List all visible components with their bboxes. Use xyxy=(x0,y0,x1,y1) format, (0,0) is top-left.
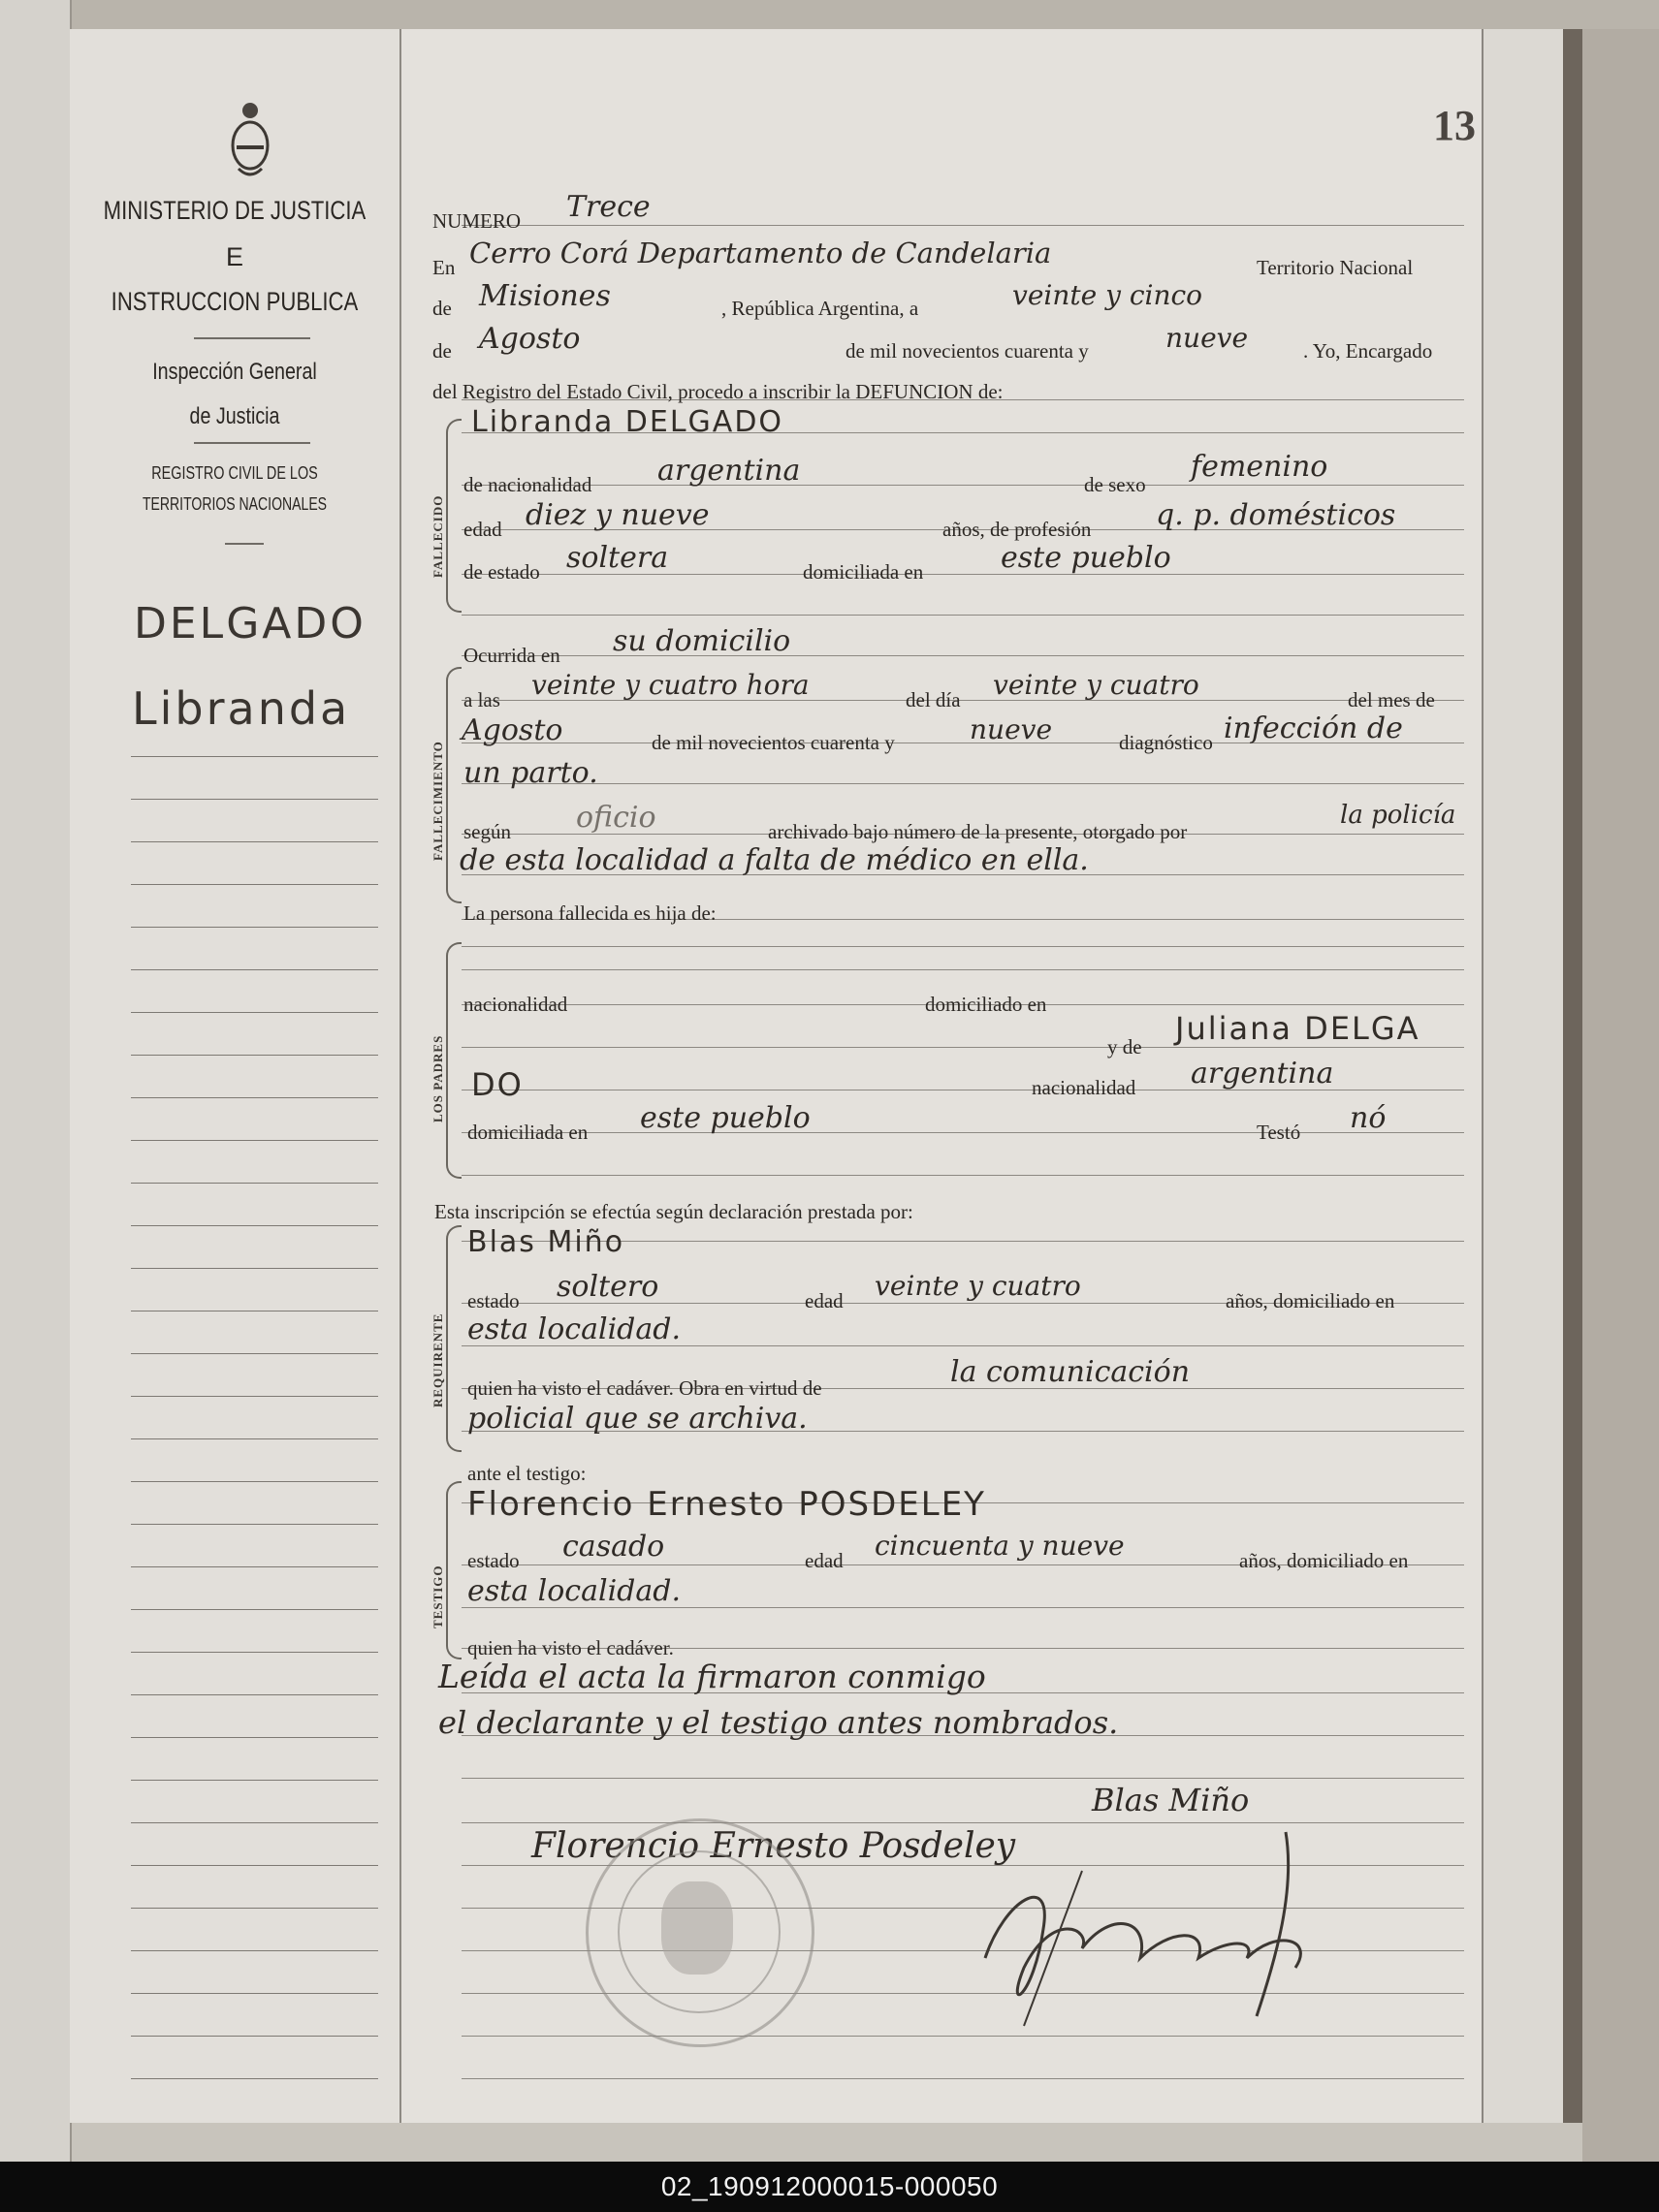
anio-label: de mil novecientos cuarenta y xyxy=(652,731,895,754)
padre-nacionalidad-label: nacionalidad xyxy=(463,993,568,1016)
form-rule xyxy=(462,1047,1464,1048)
previous-page-edge xyxy=(0,0,72,2162)
segun-label: según xyxy=(463,820,511,843)
estado-value: soltera xyxy=(566,541,669,575)
registry-stamp xyxy=(586,1818,814,2047)
year-label: de mil novecientos cuarenta y xyxy=(845,339,1089,363)
domiciliada-label: domiciliada en xyxy=(803,560,924,584)
left-margin-column xyxy=(70,29,402,2123)
testo-value: nó xyxy=(1350,1101,1387,1135)
margin-rule xyxy=(131,1524,378,1525)
tes-estado-label: estado xyxy=(467,1549,520,1572)
deceased-name: Libranda DELGADO xyxy=(471,405,784,439)
side-label-requirente: REQUIRENTE xyxy=(431,1312,445,1407)
book-edge xyxy=(1563,29,1582,2123)
diagnostico-value-2: un parto. xyxy=(463,756,598,790)
signature-florencio: Florencio Ernesto Posdeley xyxy=(531,1826,1016,1866)
fallecido-brace xyxy=(446,419,462,613)
cadaver-label: quien ha visto el cadáver. Obra en virtud de xyxy=(467,1376,822,1400)
req-estado-label: estado xyxy=(467,1289,520,1312)
margin-rule xyxy=(131,756,378,757)
form-rule xyxy=(462,946,1464,947)
inspection-line-2: de Justicia xyxy=(189,403,280,429)
form-rule xyxy=(462,969,1464,970)
sexo-value: femenino xyxy=(1191,450,1328,484)
registry-line-2: TERRITORIOS NACIONALES xyxy=(142,494,328,514)
republica-label: , República Argentina, a xyxy=(721,297,919,320)
form-rule xyxy=(462,783,1464,784)
tes-domicilio-label: años, domiciliado en xyxy=(1239,1549,1409,1572)
otorgado-value-2: de esta localidad a falta de médico en ella. xyxy=(460,843,1089,877)
margin-rule xyxy=(131,1012,378,1013)
diagnostico-value-1: infección de xyxy=(1224,711,1403,745)
dia-label: del día xyxy=(906,688,961,711)
margin-rule xyxy=(131,1566,378,1567)
margin-rule xyxy=(131,1183,378,1184)
ocurrida-label: Ocurrida en xyxy=(463,644,560,667)
requirente-brace xyxy=(446,1225,462,1452)
margin-rule xyxy=(131,1055,378,1056)
tes-edad-value: cincuenta y nueve xyxy=(875,1530,1125,1562)
nacionalidad-value: argentina xyxy=(657,454,801,488)
form-rule xyxy=(462,1132,1464,1133)
testigo-name: Florencio Ernesto POSDELEY xyxy=(467,1485,986,1524)
de-label-2: de xyxy=(432,339,452,363)
header-divider xyxy=(194,442,310,444)
margin-rule xyxy=(131,2078,378,2079)
ministry-line-1: MINISTERIO DE JUSTICIA xyxy=(103,196,367,225)
margin-rule xyxy=(131,1950,378,1951)
registry-line-1: REGISTRO CIVIL DE LOS xyxy=(151,463,318,483)
closing-line-1: Leída el acta la firmaron conmigo xyxy=(438,1658,986,1695)
closing-line-2: el declarante y el testigo antes nombrados. xyxy=(438,1704,1119,1741)
margin-rule xyxy=(131,1353,378,1354)
ministry-line-3: INSTRUCCION PUBLICA xyxy=(111,287,359,316)
margin-rule xyxy=(131,927,378,928)
madre-nacionalidad-value: argentina xyxy=(1191,1057,1334,1090)
hijo-label: La persona fallecida es hija de: xyxy=(463,901,717,925)
tes-estado-value: casado xyxy=(562,1530,665,1564)
inspection-line-1: Inspección General xyxy=(152,359,317,385)
sexo-label: de sexo xyxy=(1084,473,1146,496)
given-name-handwritten: Libranda xyxy=(132,682,351,735)
margin-rule xyxy=(131,1694,378,1695)
margin-rule xyxy=(131,884,378,885)
margin-rule xyxy=(131,1268,378,1269)
madre-value-1: Juliana DELGA xyxy=(1175,1010,1420,1047)
margin-rule xyxy=(131,1140,378,1141)
archivado-label: archivado bajo número de la presente, otorgado por xyxy=(768,820,1188,843)
anio-value: nueve xyxy=(970,713,1053,745)
declarante-name: Blas Miño xyxy=(467,1225,625,1259)
surname-handwritten: DELGADO xyxy=(134,599,367,648)
tes-domicilio-value: esta localidad. xyxy=(467,1574,681,1608)
scan-right-border xyxy=(1582,29,1659,2162)
side-label-padres: LOS PADRES xyxy=(431,1034,445,1122)
mes-value: Agosto xyxy=(462,713,563,747)
obra-value-2: policial que se archiva. xyxy=(467,1402,808,1436)
day-value: veinte y cinco xyxy=(1012,279,1203,311)
profesion-label: años, de profesión xyxy=(942,518,1092,541)
testigo-label: ante el testigo: xyxy=(467,1462,587,1485)
form-rule xyxy=(462,225,1464,226)
estado-label: de estado xyxy=(463,560,540,584)
margin-rule xyxy=(131,1865,378,1866)
edad-value: diez y nueve xyxy=(526,498,710,532)
header-divider xyxy=(194,337,310,339)
otorgado-value-1: la policía xyxy=(1340,801,1456,830)
margin-rule xyxy=(131,1225,378,1226)
year-value: nueve xyxy=(1165,322,1249,354)
form-rule xyxy=(462,615,1464,616)
scan-top-border xyxy=(0,0,1659,29)
right-margin-column xyxy=(1482,29,1565,2123)
margin-rule xyxy=(131,1438,378,1439)
page-number: 13 xyxy=(1433,102,1476,149)
madre-nacionalidad-label: nacionalidad xyxy=(1032,1076,1136,1099)
form-rule xyxy=(462,2078,1464,2079)
encargado-label: . Yo, Encargado xyxy=(1303,339,1433,363)
side-label-fallecido: FALLECIDO xyxy=(431,494,445,578)
margin-rule xyxy=(131,1993,378,1994)
numero-value: Trece xyxy=(566,190,651,224)
margin-rule xyxy=(131,1097,378,1098)
en-label: En xyxy=(432,256,456,279)
form-rule xyxy=(462,1175,1464,1176)
hora-value: veinte y cuatro hora xyxy=(531,669,810,701)
header-divider xyxy=(225,543,264,545)
req-edad-label: edad xyxy=(805,1289,844,1312)
madre-domicilio-value: este pueblo xyxy=(640,1101,811,1135)
madre-domiciliada-label: domiciliada en xyxy=(467,1121,589,1144)
madre-value-2: DO xyxy=(471,1066,524,1103)
margin-rule xyxy=(131,1822,378,1823)
req-domicilio-label: años, domiciliado en xyxy=(1226,1289,1395,1312)
form-rule xyxy=(462,485,1464,486)
registrar-signature-icon xyxy=(966,1813,1392,2036)
margin-rule xyxy=(131,841,378,842)
de-label: de xyxy=(432,297,452,320)
margin-rule xyxy=(131,1652,378,1653)
ministry-line-2: E xyxy=(225,242,243,271)
testo-label: Testó xyxy=(1257,1121,1301,1144)
req-estado-value: soltero xyxy=(557,1270,659,1304)
mes-label: del mes de xyxy=(1348,688,1435,711)
req-domicilio-value: esta localidad. xyxy=(467,1312,681,1346)
side-label-testigo: TESTIGO xyxy=(431,1564,445,1628)
margin-rule xyxy=(131,1780,378,1781)
padre-domiciliado-label: domiciliado en xyxy=(925,993,1047,1016)
margin-rule xyxy=(131,1908,378,1909)
side-label-fallecimiento: FALLECIMIENTO xyxy=(431,741,445,861)
obra-value-1: la comunicación xyxy=(950,1355,1191,1389)
testigo-brace xyxy=(446,1481,462,1659)
nacionalidad-label: de nacionalidad xyxy=(463,473,592,496)
a-las-label: a las xyxy=(463,688,500,711)
signature-blas-mino: Blas Miño xyxy=(1092,1782,1250,1818)
scan-id-bar xyxy=(0,2162,1659,2212)
territory-value: Misiones xyxy=(479,279,611,313)
margin-rule xyxy=(131,1609,378,1610)
margin-rule xyxy=(131,1481,378,1482)
margin-rule xyxy=(131,799,378,800)
coat-of-arms-icon xyxy=(229,101,271,184)
margin-rule xyxy=(131,1737,378,1738)
tes-edad-label: edad xyxy=(805,1549,844,1572)
diagnostico-label: diagnóstico xyxy=(1119,731,1213,754)
form-rule xyxy=(462,1778,1464,1779)
numero-label: NUMERO xyxy=(432,209,522,233)
margin-rule xyxy=(131,1396,378,1397)
margin-rule xyxy=(131,969,378,970)
form-rule xyxy=(462,2036,1464,2037)
location-value: Cerro Corá Departamento de Candelaria xyxy=(469,237,1052,269)
profesion-value: q. p. domésticos xyxy=(1156,498,1396,532)
ocurrida-value: su domicilio xyxy=(613,624,791,658)
territorio-label: Territorio Nacional xyxy=(1257,256,1414,279)
domicilio-value: este pueblo xyxy=(1001,541,1171,575)
margin-rule xyxy=(131,2036,378,2037)
edad-label: edad xyxy=(463,518,502,541)
y-de-label: y de xyxy=(1107,1035,1142,1059)
req-edad-value: veinte y cuatro xyxy=(875,1270,1081,1302)
padres-brace xyxy=(446,942,462,1179)
registro-label: del Registro del Estado Civil, procedo a inscribir la DEFUNCION de: xyxy=(432,380,1004,403)
dia-value: veinte y cuatro xyxy=(993,669,1199,701)
tes-cadaver-label: quien ha visto el cadáver. xyxy=(467,1636,674,1659)
month-value: Agosto xyxy=(479,322,581,356)
declaracion-label: Esta inscripción se efectúa según declaración prestada por: xyxy=(434,1200,913,1223)
segun-value: oficio xyxy=(576,801,656,835)
scan-id-label: 02_190912000015-000050 xyxy=(660,2171,999,2201)
